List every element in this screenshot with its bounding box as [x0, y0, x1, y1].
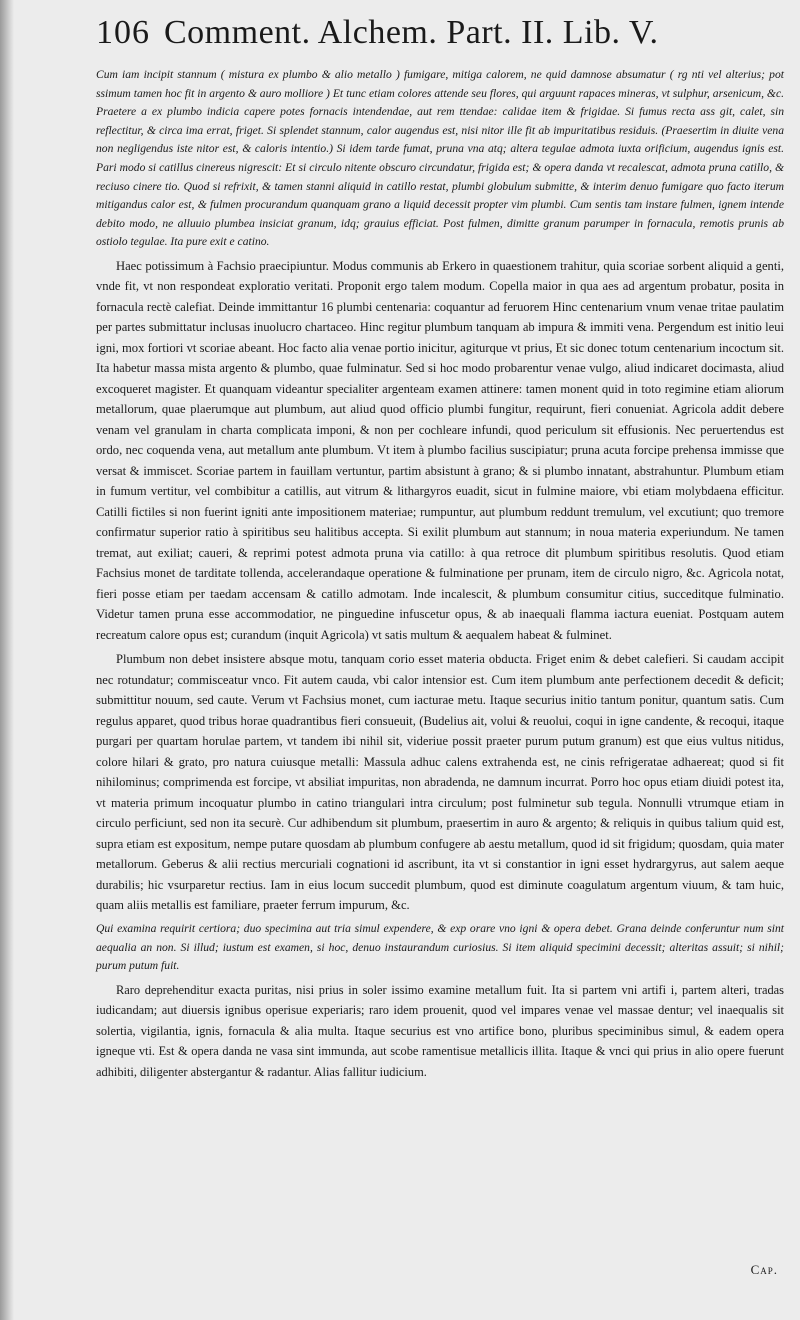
running-title: Comment. Alchem. Part. II. Lib. V.	[164, 14, 659, 51]
page-number: 106	[96, 14, 150, 51]
page-header	[96, 14, 784, 66]
body-paragraph-2: Plumbum non debet insistere absque motu, tanquam corio esset materia obducta. Friget enim & debet calefieri. Si caudam accipit nec rotundatur; commisceatur vnco. Fit autem cauda, vbi calor intensior est. Cum item plumbum ante perfectionem decedit & deficit; submittitur nouum, sed caute. Verum vt Fachsius monet, cum iacturae metu. Itaque securius initio tantum ponitur, quantum satis. Cum regulus apparet, quod tribus horae quadrantibus fieri consueuit, (Budelius ait, volui & reuolui, coqui in igne candente, & recoqui, itaque purgari per quartam horulae partem, vt tandem ibi nihil sit, videriue possit praeter purum putum granum) est que eius vultus nitidus, colore hilari & grato, pro natura cuiusque metalli: Massula adhuc calens extrahenda est, ne cinis refrigeratae adhaereat; quod si fit nihilominus; comprimenda est forcipe, vt absiliat impuritas, non abradenda, ne damnum incurrat. Porro hoc opus etiam diuidi potest ita, vt materia primum incoquatur plumbo in catino triangulari intra circulum; post fulminetur sub tegula. Nonnulli vtrumque etiam in circulo perficiunt, sed non ita securè. Cur adhibendum sit plumbum, praesertim in auro & argento; & reliquis in quibus talium quid est, supra etiam est expositum, nempe putare quosdam ab plumbum confugere ab aestu metallum, quod id sit frigidum; quosdam, quia mater metallorum. Geberus & alii rectius mercuriali cognationi id ascribunt, ita vt si constantior in igni esset hydrargyrus, aut salem aeque durabilis; hic vsurparetur rectius. Iam in eius locum succedit plumbum, quod est diminute coagulatum argentum viuum, & tam huic, quam aliis metallis est familiare, praeter ferrum impurum, &c.	[96, 652, 784, 913]
body-paragraph-1: Haec potissimum à Fachsio praecipiuntur. Modus communis ab Erkero in quaestionem trahitur, quia scoriae sorbent aliquid a genti, vnde fit, vt non respondeat exploratio veritati. Proponit ergo talem modum. Copella maior in qua aes ad argentum probatur, posita in fornacula rectè calefiat. Deinde immittantur 16 plumbi centenaria: coquantur ad feruorem Hinc centenarium vnum venae tritae paulatim per partes submittatur inclusas inuolucro chartaceo. Hinc regitur plumbum tanquam ab impura & immiti vena. Pergendum est initio leui igni, mox fortiori vt scoriae abeant. Hoc facto alia venae portio inicitur, agiturque vt prius, Et sic donec totum centenarium incoctum sit. Ita habetur massa mista argento & plumbo, quae fulminatur. Sed si hoc modo probarentur venae vulgo, aliud indicaret docimasta, aliud excoqueret magister. Et quanquam videantur specialiter argenteam examen attinere: tamen monent quid in toto regimine etiam aliorum metallorum, quae plaerumque aut plumbum, aut aliud quod officio plumbi fungitur, requirunt, fieri conueniat. Agricola addit debere venam vel granulam in charta complicata imponi, & non per cochleare infundi, quod periculum sit effusionis. Nec peruertendus est ordo, nec coquenda vena, aut metallum ante plumbum. Vt item à plumbo facilius suscipiatur; pruna acuta forcipe prehensa immisse que versat & immiscet. Scoriae partem in fauillam vertuntur, partim absistunt à grano; & si plumbo innatant, abstrahuntur. Plumbum etiam in fumum vertitur, vel combibitur a catillis, aut vitrum & lithargyros euadit, sicut in fulmine maiore, vbi etiam molybdaena efficitur. Catilli fictiles si non fuerint igniti ante impositionem materiae; rumpuntur, aut plumbum reddunt tremulum, vel excutiunt; quo tremore confirmatur superior ratio à spiritibus seu halitibus accepta. Si exilit plumbum aut stannum; in noua materia experiundum. Ne tamen tremat, aut exiliat; caueri, & reprimi potest admota pruna via catillo: à qua retroce dit plumbum spiritibus resolutis. Quod etiam Fachsius monet de tarditate tollenda, accelerandaque operatione & fulminatione per prunam, item de circulo nigro, &c. Agricola notat, fieri posse etiam per taedam accensam & catillo admotam. Inde incalescit, & plumbum consumitur citius, succeditque fulminatio. Videtur tamen pruna esse accommodatior, ne pinguedine infuscetur opus, & ab inaequali flamma iactura eueniat. Postquam autem recreatum calore opus est; curandum (inquit Agricola) vt satis multum & aequalem habeat & fulminet.	[96, 258, 784, 642]
final-paragraph: Raro deprehenditur exacta puritas, nisi prius in soler issimo examine metallum fuit. Ita si partem vni artifi i, partem alteri, tradas iudicandam; aut diuersis ignibus operisue experiaris; raro idem prouenit, quod vel impares venae vel massae dentur; vel inaequalis sit solertia, vigilantia, ignis, fornacula & alia multa. Itaque securius est vno artifice bono, pluribus speciminibus simul, & eadem opera igneque vti. Est & opera danda ne vasa sint immunda, aut scobe ramentisue metallicis illita. Itaque & vnci qui prius in alio opere fuerunt adhibiti, diligenter abstergantur & radantur. Alias fallitur iudicium.	[96, 982, 784, 1079]
catchword: Cap.	[750, 1262, 778, 1277]
italic-middle: Qui examina requirit certiora; duo specimina aut tria simul expendere, & exp orare vno igni & opera debet. Grana deinde conferuntur num sint aequalia an non. Si illud; iustum est examen, si hoc, denuo instaurandum curiosius. Si item aliquid specimini decessit; alteritas assuit; si nihil; purum putum fuit.	[96, 921, 784, 973]
italic-intro: Cum iam incipit stannum ( mistura ex plumbo & alio metallo ) fumigare, mitiga calorem, ne quid damnose absumatur ( rg nti vel alterius; pot ssimum tamen hoc fit in argento & auro molliore ) Et tunc etiam colores attende seu flores, qui arguunt rapaces mineras, vt sulphur, arsenicum, &c. Praetere a ex plumbo indicia capere potes fornacis intendendae, aut rem ttendae: calidae item & frigidae. Si fumus recta ass git, calet, sin reflectitur, & circa ima errat, friget. Si splendet stannum, calor augendus est, nisi nitor ille fit ab impuritatibus residuis. (Praesertim in diuite vena non negligendus iste nitor est, & caloris intentio.) Si idem tarde fumat, pruna vna atq; altera tegulae admota iuxta orificium, augendus ignis est. Pari modo si catillus cinereus nigrescit: Et si circulo nitente obscuro circundatur, frigida est; & opera danda vt recalescat, admota pruna catillo, & reciuso cinere tio. Quod si refrixit, & tamen stanni aliquid in catillo restat, plumbi globulum submitte, & interim denuo fumigare quo facto iterum mitigandus calor est, & fulmen procurandum quanquam grano a liquid decessit propter vim plumbi. Cum sentis tam instare fulmen, ignem intende debito modo, ne alluuio plumbea insiciat granum, idq; grauius efficiat. Post fulmen, dimitte granum parumper in fornacula, remotis prunis ab ostiolo tegulae. Ita pure exit e catino.	[96, 68, 784, 249]
